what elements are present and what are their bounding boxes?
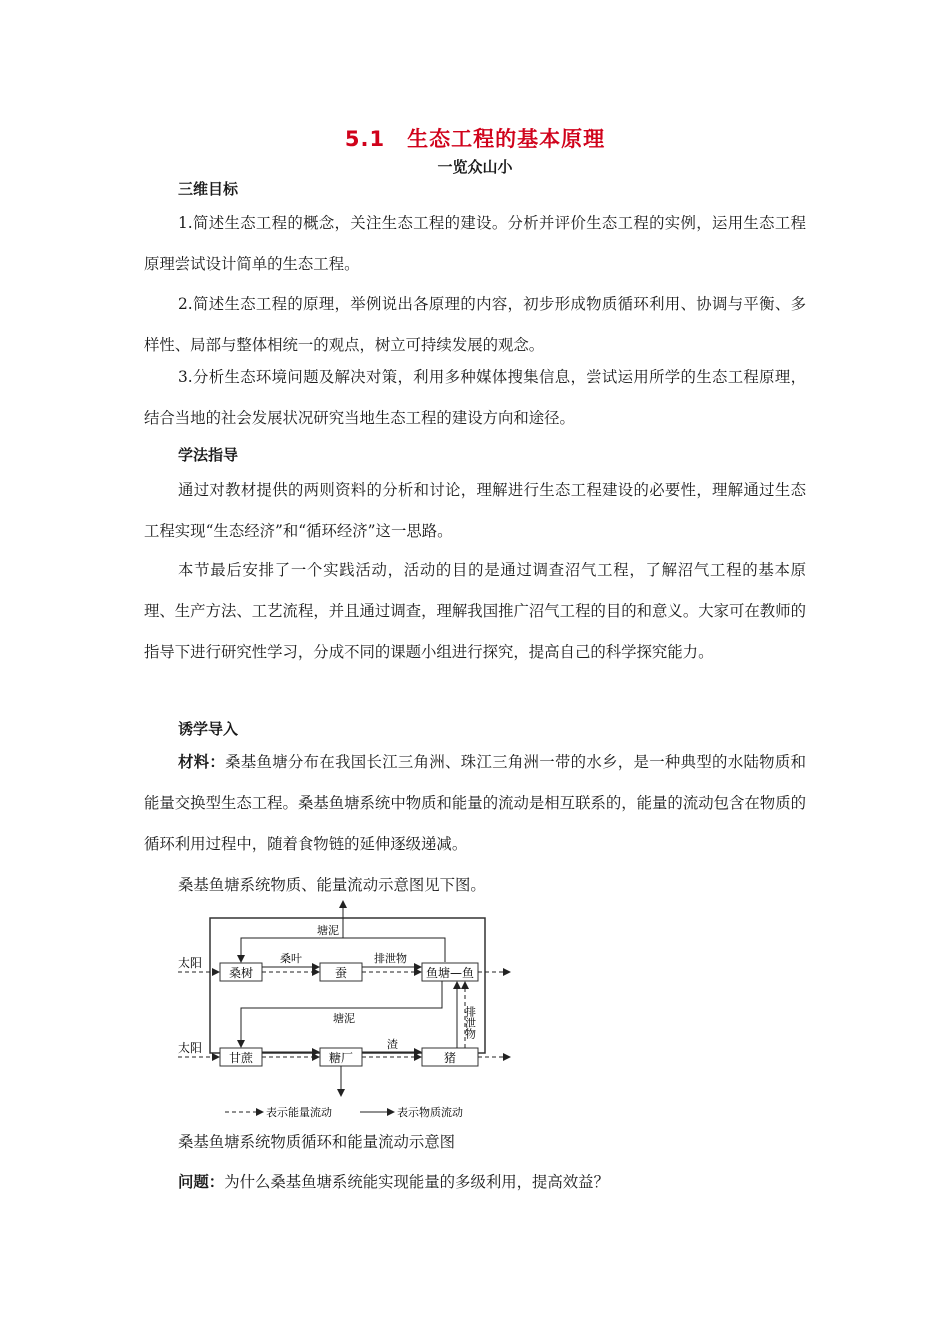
sun-label-top: 太阳 <box>178 956 203 970</box>
edge-label-residue: 渣 <box>387 1038 398 1051</box>
fishpond-label: 鱼塘—鱼 <box>425 966 475 980</box>
legend-energy-label: 表示能量流动 <box>266 1106 332 1119</box>
method-item-1: 通过对教材提供的两则资料的分析和讨论，理解进行生态工程建设的必要性，理解通过生态工程实现“生态经济”和“循环经济”这一思路。 <box>144 481 806 540</box>
goals-heading: 三维目标 <box>178 180 239 198</box>
legend-matter-label: 表示物质流动 <box>397 1106 463 1119</box>
figure-intro: 桑基鱼塘系统物质、能量流动示意图见下图。 <box>178 876 486 894</box>
edge-label-pond-mud-mid: 塘泥 <box>333 1012 355 1025</box>
material-text: 桑基鱼塘分布在我国长江三角洲、珠江三角洲一带的水乡，是一种典型的水陆物质和能量交换型生态工程。桑基鱼塘系统中物质和能量的流动是相互联系的，能量的流动包含在物质的循环利用过程中，随着食物链的延伸逐级递减。 <box>144 753 806 853</box>
goal-item-2: 2.简述生态工程的原理，举例说出各原理的内容，初步形成物质循环利用、协调与平衡、多样性、局部与整体相统一的观点，树立可持续发展的观念。 <box>144 295 806 354</box>
figure-caption: 桑基鱼塘系统物质循环和能量流动示意图 <box>178 1133 456 1151</box>
mulberry-label: 桑树 <box>228 966 254 980</box>
edge-label-excrement: 排泄物 <box>374 952 407 965</box>
page-subtitle: 一览众山小 <box>437 158 513 176</box>
edge-label-pig-excrement: 排泄物 <box>463 1006 477 1039</box>
edge-label-pond-mud-top: 塘泥 <box>317 924 339 937</box>
silkworm-label: 蚕 <box>334 966 348 980</box>
goal-item-3: 3.分析生态环境问题及解决对策，利用多种媒体搜集信息，尝试运用所学的生态工程原理，结合当地的社会发展状况研究当地生态工程的建设方向和途径。 <box>144 368 806 427</box>
question-label: 问题： <box>178 1173 225 1191</box>
question-text: 为什么桑基鱼塘系统能实现能量的多级利用，提高效益？ <box>224 1173 609 1191</box>
sugarcane-label: 甘蔗 <box>228 1051 254 1065</box>
mulberry-fishpond-diagram <box>170 898 520 1126</box>
question-line <box>178 1170 609 1192</box>
material-paragraph <box>144 742 806 865</box>
sun-label-bottom: 太阳 <box>178 1041 203 1055</box>
intro-heading: 诱学导入 <box>178 720 239 738</box>
method-heading: 学法指导 <box>178 446 239 464</box>
page-title <box>0 123 950 153</box>
pig-label: 猪 <box>443 1051 457 1065</box>
method-item-2: 本节最后安排了一个实践活动，活动的目的是通过调查沼气工程，了解沼气工程的基本原理、生产方法、工艺流程，并且通过调查，理解我国推广沼气工程的目的和意义。大家可在教师的指导下进行研究性学习，分成不同的课题小组进行探究，提高自己的科学探究能力。 <box>144 561 806 661</box>
pond-mud-loop-top <box>241 938 445 962</box>
material-label: 材料： <box>178 753 226 771</box>
edge-label-leaves: 桑叶 <box>280 952 302 965</box>
sugarmill-label: 糖厂 <box>328 1051 354 1065</box>
section-title: 生态工程的基本原理 <box>407 127 606 151</box>
section-number: 5.1 <box>344 127 386 151</box>
goal-item-1: 1.简述生态工程的概念，关注生态工程的建设。分析并评价生态工程的实例，运用生态工程原理尝试设计简单的生态工程。 <box>144 214 806 273</box>
